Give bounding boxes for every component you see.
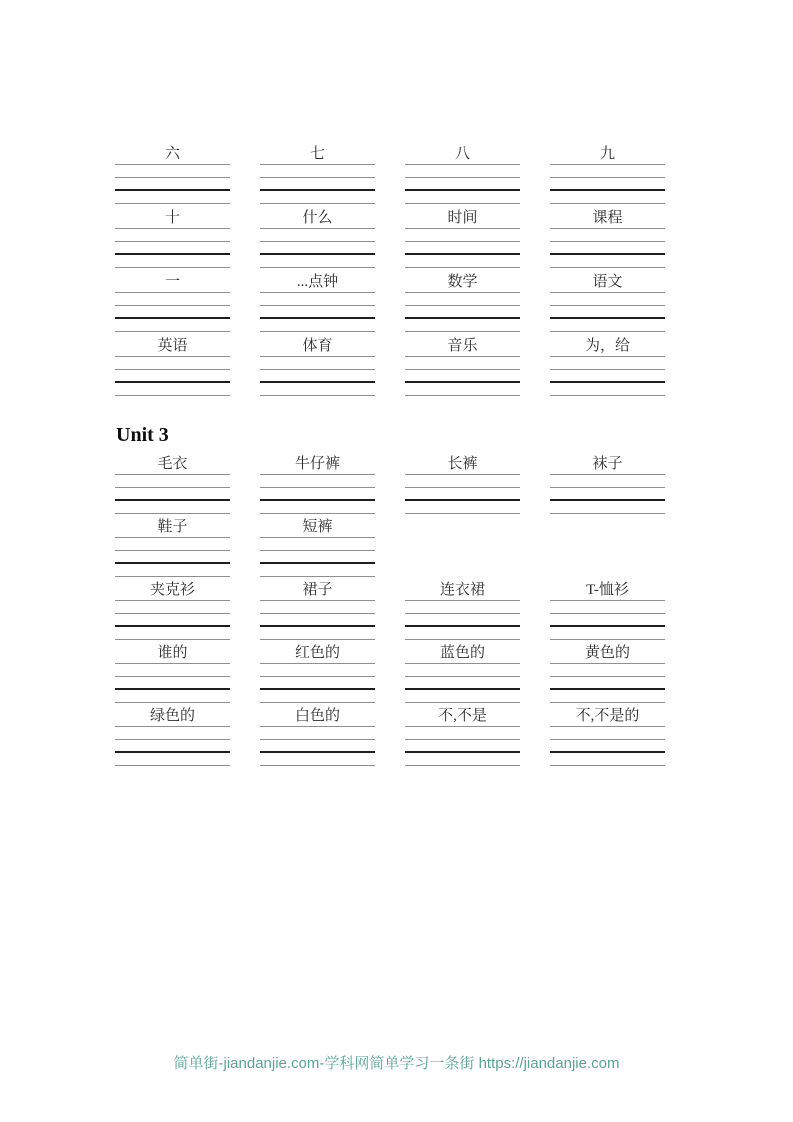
writing-line-bottom <box>550 690 665 703</box>
word-cell <box>115 335 230 396</box>
writing-line-bottom <box>115 383 230 396</box>
chinese-word-label: ...点钟 <box>260 271 375 293</box>
writing-line-bottom <box>115 690 230 703</box>
writing-line-mid <box>115 293 230 306</box>
word-cell <box>405 579 520 640</box>
writing-line-mid <box>260 229 375 242</box>
writing-line-baseline <box>550 740 665 753</box>
writing-line-bottom <box>115 753 230 766</box>
footer-watermark-text: 简单街-jiandanjie.com-学科网简单学习一条街 https://jiandanjie.com <box>173 1055 620 1072</box>
writing-line-baseline <box>550 242 665 255</box>
chinese-word-label: 语文 <box>550 271 665 293</box>
writing-line-bottom <box>260 627 375 640</box>
word-cell <box>405 271 520 332</box>
writing-line-bottom <box>260 564 375 577</box>
writing-line-mid <box>115 727 230 740</box>
word-cell <box>405 642 520 703</box>
chinese-word-label: 蓝色的 <box>405 642 520 664</box>
writing-line-baseline <box>260 740 375 753</box>
writing-line-bottom <box>260 690 375 703</box>
word-cell <box>550 705 665 766</box>
word-cell <box>550 642 665 703</box>
writing-line-bottom <box>405 191 520 204</box>
word-cell <box>115 207 230 268</box>
writing-line-mid <box>115 664 230 677</box>
writing-line-baseline <box>115 740 230 753</box>
word-cell <box>260 207 375 268</box>
writing-line-bottom <box>405 319 520 332</box>
writing-line-mid <box>260 664 375 677</box>
chinese-word-label: 为，给 <box>550 335 665 357</box>
writing-line-mid <box>405 357 520 370</box>
writing-line-baseline <box>260 242 375 255</box>
writing-line-mid <box>550 293 665 306</box>
word-cell <box>550 271 665 332</box>
writing-line-mid <box>550 165 665 178</box>
writing-line-bottom <box>405 627 520 640</box>
chinese-word-label: 八 <box>405 143 520 165</box>
writing-line-baseline <box>115 677 230 690</box>
chinese-word-label: 谁的 <box>115 642 230 664</box>
chinese-word-label: 绿色的 <box>115 705 230 727</box>
writing-line-bottom <box>550 191 665 204</box>
writing-line-baseline <box>405 242 520 255</box>
writing-line-mid <box>115 165 230 178</box>
writing-line-baseline <box>260 370 375 383</box>
writing-line-baseline <box>405 178 520 191</box>
writing-line-mid <box>260 165 375 178</box>
writing-line-mid <box>405 293 520 306</box>
word-cell <box>115 579 230 640</box>
writing-line-bottom <box>405 753 520 766</box>
writing-line-baseline <box>260 551 375 564</box>
footer-watermark <box>0 1054 793 1074</box>
writing-line-bottom <box>115 255 230 268</box>
writing-line-mid <box>405 727 520 740</box>
word-cell <box>260 642 375 703</box>
word-cell <box>260 271 375 332</box>
chinese-word-label: 牛仔裤 <box>260 453 375 475</box>
word-cell-empty <box>550 516 665 577</box>
word-cell-empty <box>405 516 520 577</box>
chinese-word-label: 数学 <box>405 271 520 293</box>
writing-line-mid <box>550 664 665 677</box>
writing-line-mid <box>115 475 230 488</box>
word-cell <box>115 453 230 514</box>
chinese-word-label: 一 <box>115 271 230 293</box>
writing-line-mid <box>115 357 230 370</box>
writing-line-baseline <box>260 306 375 319</box>
writing-line-bottom <box>260 319 375 332</box>
writing-line-baseline <box>260 178 375 191</box>
chinese-word-label: 白色的 <box>260 705 375 727</box>
chinese-word-label: 裙子 <box>260 579 375 601</box>
chinese-word-label: 体育 <box>260 335 375 357</box>
word-cell <box>115 271 230 332</box>
writing-line-baseline <box>405 614 520 627</box>
word-cell <box>115 516 230 577</box>
chinese-word-label: 短裤 <box>260 516 375 538</box>
writing-line-baseline <box>550 178 665 191</box>
chinese-word-label: 七 <box>260 143 375 165</box>
writing-line-bottom <box>115 319 230 332</box>
writing-line-bottom <box>115 564 230 577</box>
word-cell <box>550 143 665 204</box>
writing-line-mid <box>550 727 665 740</box>
writing-line-bottom <box>550 383 665 396</box>
writing-line-baseline <box>405 677 520 690</box>
writing-line-bottom <box>115 501 230 514</box>
writing-line-baseline <box>405 370 520 383</box>
vocab-grid-unit3-clothes-colors <box>115 453 665 766</box>
writing-line-mid <box>550 601 665 614</box>
writing-line-mid <box>405 475 520 488</box>
chinese-word-label: 黄色的 <box>550 642 665 664</box>
chinese-word-label: 课程 <box>550 207 665 229</box>
writing-line-baseline <box>550 677 665 690</box>
writing-line-bottom <box>550 319 665 332</box>
writing-line-baseline <box>260 614 375 627</box>
writing-line-bottom <box>260 383 375 396</box>
writing-line-baseline <box>550 306 665 319</box>
writing-line-bottom <box>115 627 230 640</box>
chinese-word-label: 长裤 <box>405 453 520 475</box>
word-cell <box>260 579 375 640</box>
writing-line-mid <box>550 357 665 370</box>
writing-line-mid <box>260 538 375 551</box>
word-cell <box>550 579 665 640</box>
chinese-word-label: 不,不是的 <box>550 705 665 727</box>
writing-line-bottom <box>405 255 520 268</box>
vocab-grid-numbers-subjects <box>115 143 665 396</box>
word-cell <box>115 705 230 766</box>
writing-line-mid <box>405 664 520 677</box>
writing-line-baseline <box>260 488 375 501</box>
writing-line-baseline <box>115 551 230 564</box>
writing-line-baseline <box>550 614 665 627</box>
writing-line-baseline <box>115 614 230 627</box>
chinese-word-label: 夹克衫 <box>115 579 230 601</box>
word-cell <box>115 143 230 204</box>
word-cell <box>260 453 375 514</box>
chinese-word-label: 鞋子 <box>115 516 230 538</box>
writing-line-baseline <box>550 370 665 383</box>
chinese-word-label: 九 <box>550 143 665 165</box>
writing-line-bottom <box>405 501 520 514</box>
writing-line-baseline <box>260 677 375 690</box>
word-cell <box>405 335 520 396</box>
chinese-word-label: 不,不是 <box>405 705 520 727</box>
writing-line-mid <box>260 475 375 488</box>
writing-line-baseline <box>115 488 230 501</box>
word-cell <box>405 143 520 204</box>
chinese-word-label: 袜子 <box>550 453 665 475</box>
word-cell <box>550 453 665 514</box>
word-cell <box>405 207 520 268</box>
unit3-heading: Unit 3 <box>116 424 169 446</box>
writing-line-bottom <box>260 191 375 204</box>
writing-line-bottom <box>405 383 520 396</box>
word-cell <box>260 516 375 577</box>
word-cell <box>260 705 375 766</box>
writing-line-mid <box>550 475 665 488</box>
word-cell <box>550 207 665 268</box>
chinese-word-label: 毛衣 <box>115 453 230 475</box>
writing-line-baseline <box>115 370 230 383</box>
writing-line-mid <box>405 165 520 178</box>
writing-line-baseline <box>115 306 230 319</box>
chinese-word-label: 时间 <box>405 207 520 229</box>
writing-line-bottom <box>550 627 665 640</box>
writing-line-mid <box>260 357 375 370</box>
writing-line-mid <box>115 601 230 614</box>
writing-line-bottom <box>260 753 375 766</box>
writing-line-baseline <box>405 488 520 501</box>
chinese-word-label: 红色的 <box>260 642 375 664</box>
word-cell <box>405 453 520 514</box>
word-cell <box>260 335 375 396</box>
writing-line-bottom <box>115 191 230 204</box>
writing-line-bottom <box>260 255 375 268</box>
writing-line-mid <box>115 229 230 242</box>
writing-line-baseline <box>405 306 520 319</box>
writing-line-mid <box>260 293 375 306</box>
writing-line-baseline <box>115 242 230 255</box>
chinese-word-label: 六 <box>115 143 230 165</box>
chinese-word-label: 十 <box>115 207 230 229</box>
writing-line-mid <box>550 229 665 242</box>
writing-line-mid <box>405 601 520 614</box>
writing-line-mid <box>115 538 230 551</box>
writing-line-bottom <box>550 501 665 514</box>
writing-line-baseline <box>550 488 665 501</box>
writing-line-baseline <box>405 740 520 753</box>
word-cell <box>115 642 230 703</box>
chinese-word-label: 音乐 <box>405 335 520 357</box>
writing-line-mid <box>405 229 520 242</box>
writing-line-mid <box>260 727 375 740</box>
chinese-word-label: 英语 <box>115 335 230 357</box>
writing-line-bottom <box>550 255 665 268</box>
word-cell <box>405 705 520 766</box>
chinese-word-label: T-恤衫 <box>550 579 665 601</box>
word-cell <box>550 335 665 396</box>
word-cell <box>260 143 375 204</box>
writing-line-bottom <box>260 501 375 514</box>
writing-line-bottom <box>550 753 665 766</box>
chinese-word-label: 连衣裙 <box>405 579 520 601</box>
writing-line-bottom <box>405 690 520 703</box>
writing-line-baseline <box>115 178 230 191</box>
writing-line-mid <box>260 601 375 614</box>
chinese-word-label: 什么 <box>260 207 375 229</box>
